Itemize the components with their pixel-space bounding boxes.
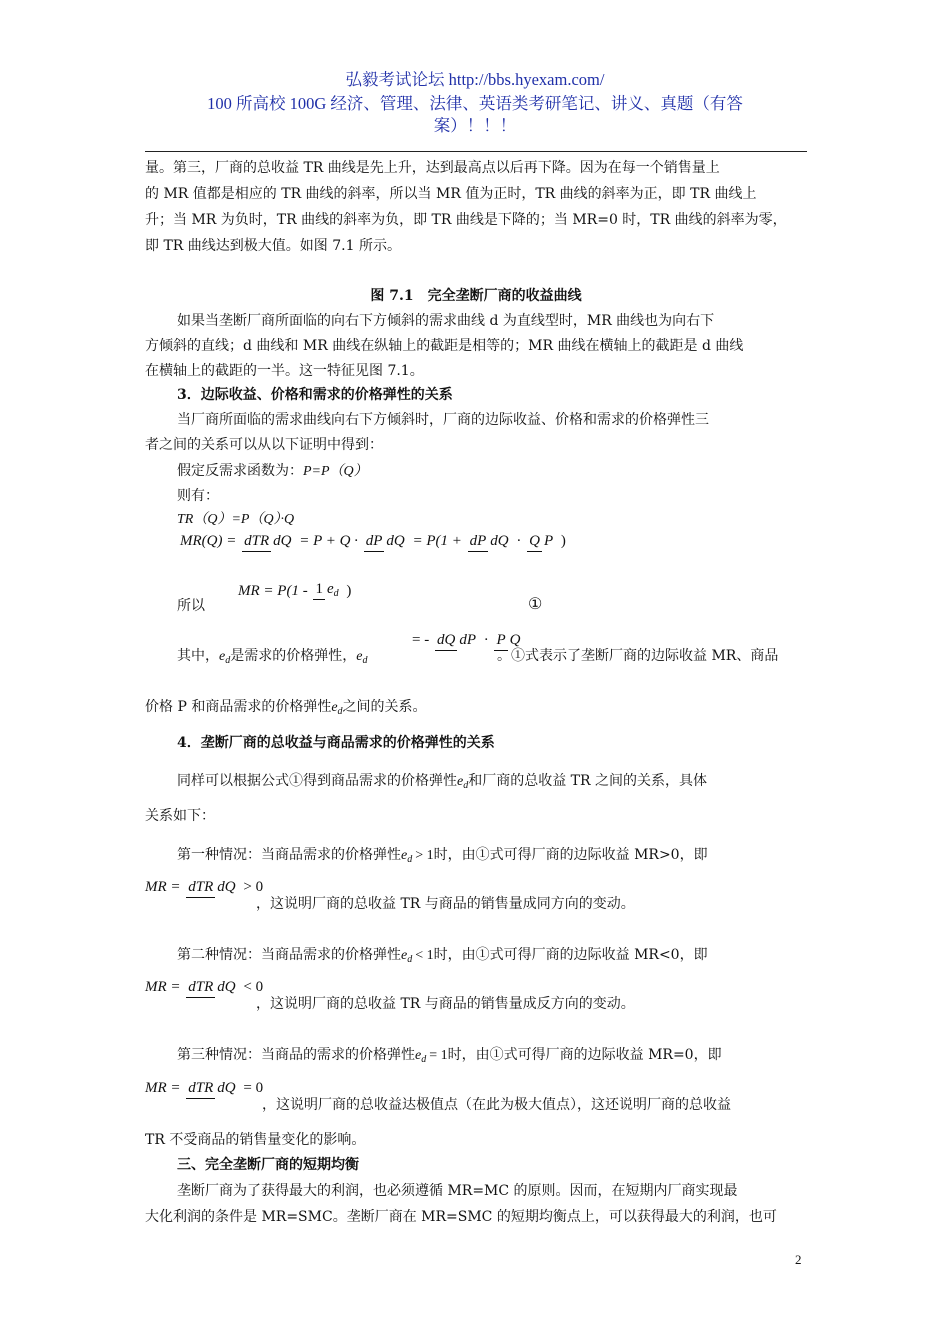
formula-term: < 0 — [243, 979, 264, 996]
text: 时，由①式可得厂商的边际收益 MR<0，即 — [433, 947, 708, 963]
denominator — [325, 580, 341, 603]
fraction — [313, 580, 340, 603]
text: 第一种情况：当商品需求的价格弹性 — [177, 847, 401, 863]
fraction — [242, 532, 293, 552]
mr-lhs: MR(Q) = — [180, 533, 237, 550]
formula-term: MR = — [145, 879, 181, 896]
header-site-line[interactable]: 弘毅考试论坛 http://bbs.hyexam.com/ — [345, 70, 605, 89]
where-line-2 — [145, 695, 807, 724]
dot-operator: · — [483, 632, 489, 649]
case2-formula — [145, 978, 263, 998]
fraction — [364, 532, 407, 552]
subscript: d — [225, 655, 231, 666]
denominator: dQ — [490, 533, 509, 549]
fraction — [186, 878, 237, 898]
para2-line: 方倾斜的直线；d 曲线和 MR 曲线在纵轴上的截距是相等的；MR 曲线在横轴上的截距是 d 曲线 — [145, 338, 744, 354]
assume-formula: P=P（Q） — [303, 464, 368, 479]
subscript: d — [463, 780, 469, 791]
elasticity-symbol: e — [356, 649, 363, 664]
fraction — [468, 532, 511, 552]
figure-caption: 图 7.1 完全垄断厂商的收益曲线 — [370, 288, 582, 304]
case3-text: ，这说明厂商的总收益达极值点（在此为极大值点），这还说明厂商的总收益 — [262, 1097, 731, 1113]
text: 和厂商的总收益 TR 之间的关系，具体 — [468, 773, 707, 789]
denominator: dQ — [217, 1080, 236, 1096]
numerator: dTR — [186, 1079, 215, 1099]
condition: > 1 — [415, 848, 434, 863]
denominator: P — [543, 533, 554, 549]
case3-line-2: TR 不受商品的销售量变化的影响。 — [145, 1132, 366, 1148]
elasticity-symbol: e — [457, 774, 464, 789]
numerator: dP — [364, 532, 385, 552]
para1-line: 升；当 MR 为负时，TR 曲线的斜率为负，即 TR 曲线是下降的；当 MR=0 时，TR 曲线的斜率为零， — [145, 212, 787, 228]
mr-derivation-formula — [180, 532, 566, 552]
formula-term: = - — [412, 632, 430, 649]
elasticity-symbol: e — [331, 700, 338, 715]
para1-line: 即 TR 曲线达到极大值。如图 7.1 所示。 — [145, 238, 401, 254]
section-heading-3: 3．边际收益、价格和需求的价格弹性的关系 — [177, 387, 453, 403]
where-pre: 其中， — [177, 648, 219, 664]
then-label: 则有： — [177, 488, 219, 504]
para2-line: 如果当垄断厂商所面临的向右下方倾斜的需求曲线 d 为直线型时，MR 曲线也为向右下 — [177, 313, 715, 329]
subscript: d — [407, 954, 413, 965]
dot-operator: · — [516, 533, 522, 550]
case2-text: ，这说明厂商的总收益 TR 与商品的销售量成反方向的变动。 — [256, 996, 635, 1012]
para5-line: 垄断厂商为了获得最大的利润，也必须遵循 MR=MC 的原则。因而，在短期内厂商实现最 — [177, 1183, 738, 1199]
assume-line — [177, 459, 807, 484]
formula-term: MR = — [145, 1080, 181, 1097]
formula-term: > 0 — [243, 879, 264, 896]
numerator: dQ — [435, 631, 457, 651]
text: 第三种情况：当商品的需求的价格弹性 — [177, 1047, 415, 1063]
formula-term: ) — [346, 582, 352, 599]
section-heading-short-run: 三、完全垄断厂商的短期均衡 — [177, 1157, 359, 1173]
elasticity-symbol: e — [401, 848, 408, 863]
text: 之间的关系。 — [342, 699, 427, 715]
fraction — [186, 978, 237, 998]
numerator: P — [494, 631, 507, 651]
case2-line — [177, 943, 807, 972]
subscript: d — [362, 655, 368, 666]
para3-line: 者之间的关系可以从以下证明中得到： — [145, 437, 383, 453]
equation-marker: ① — [528, 596, 543, 613]
denominator: dP — [459, 632, 476, 648]
fraction — [186, 1079, 237, 1099]
header-promo-line-2[interactable]: 案）！！！ — [433, 116, 517, 135]
formula-term: = 0 — [243, 1080, 264, 1097]
mr-elasticity-formula — [238, 580, 351, 603]
elasticity-symbol: e — [415, 1048, 422, 1063]
para1-line: 量。第三，厂商的总收益 TR 曲线是先上升，达到最高点以后再下降。因为在每一个销售量上 — [145, 160, 720, 176]
denominator: Q — [509, 632, 521, 648]
text: 同样可以根据公式①得到商品需求的价格弹性 — [177, 773, 457, 789]
fraction — [527, 532, 555, 552]
text: 第二种情况：当商品需求的价格弹性 — [177, 947, 401, 963]
header-divider — [145, 151, 807, 152]
condition: < 1 — [415, 948, 434, 963]
section-heading-4: 4．垄断厂商的总收益与商品需求的价格弹性的关系 — [177, 735, 495, 751]
case1-line — [177, 843, 807, 872]
elasticity-symbol: e — [401, 948, 408, 963]
numerator: Q — [527, 532, 542, 552]
subscript: d — [407, 854, 413, 865]
denominator: dQ — [217, 879, 236, 895]
denominator: dQ — [386, 533, 405, 549]
case3-line — [177, 1043, 807, 1072]
elasticity-symbol: e — [326, 581, 334, 597]
tr-formula: TR（Q）=P（Q）·Q — [177, 512, 295, 527]
case3-formula — [145, 1079, 263, 1099]
para4-line — [177, 769, 807, 798]
formula-term: = P + Q · — [299, 533, 358, 550]
where-mid: 是需求的价格弹性， — [230, 648, 357, 664]
condition: = 1 — [429, 1048, 448, 1063]
para3-line: 当厂商所面临的需求曲线向右下方倾斜时，厂商的边际收益、价格和需求的价格弹性三 — [177, 412, 709, 428]
denominator: dQ — [217, 979, 236, 995]
para2-line: 在横轴上的截距的一半。这一特征见图 7.1。 — [145, 363, 424, 379]
numerator: dP — [468, 532, 489, 552]
header-promo-line[interactable]: 100 所高校 100G 经济、管理、法律、英语类考研笔记、讲义、真题（有答 — [207, 94, 743, 113]
text: 时，由①式可得厂商的边际收益 MR>0，即 — [433, 847, 708, 863]
elasticity-symbol: e — [219, 649, 226, 664]
numerator: dTR — [186, 878, 215, 898]
numerator: dTR — [186, 978, 215, 998]
case1-formula — [145, 878, 263, 898]
where-post: 。①式表示了垄断厂商的边际收益 MR、商品 — [497, 648, 779, 664]
case1-text: ，这说明厂商的总收益 TR 与商品的销售量成同方向的变动。 — [256, 896, 635, 912]
formula-term: ) — [560, 533, 566, 550]
text: 价格 P 和商品需求的价格弹性 — [145, 699, 332, 715]
numerator: dTR — [242, 532, 271, 552]
formula-term: = P(1 + — [412, 533, 462, 550]
para4-line-2: 关系如下： — [145, 808, 215, 824]
para5-line: 大化利润的条件是 MR=SMC。垄断厂商在 MR=SMC 的短期均衡点上，可以获得最大的利润，也可 — [145, 1209, 777, 1225]
subscript: d — [337, 706, 343, 717]
text: 时，由①式可得厂商的边际收益 MR=0，即 — [447, 1047, 722, 1063]
subscript: d — [333, 588, 339, 599]
formula-term: MR = P(1 - — [238, 582, 308, 599]
numerator: 1 — [313, 580, 325, 600]
formula-term: MR = — [145, 979, 181, 996]
so-label: 所以 — [177, 598, 205, 614]
assume-label: 假定反需求函数为： — [177, 463, 303, 479]
subscript: d — [421, 1054, 427, 1065]
fraction — [435, 631, 478, 651]
denominator: dQ — [273, 533, 292, 549]
para1-line: 的 MR 值都是相应的 TR 曲线的斜率，所以当 MR 值为正时，TR 曲线的斜率为正，即 TR 曲线上 — [145, 186, 757, 202]
page-number: 2 — [795, 1252, 802, 1267]
